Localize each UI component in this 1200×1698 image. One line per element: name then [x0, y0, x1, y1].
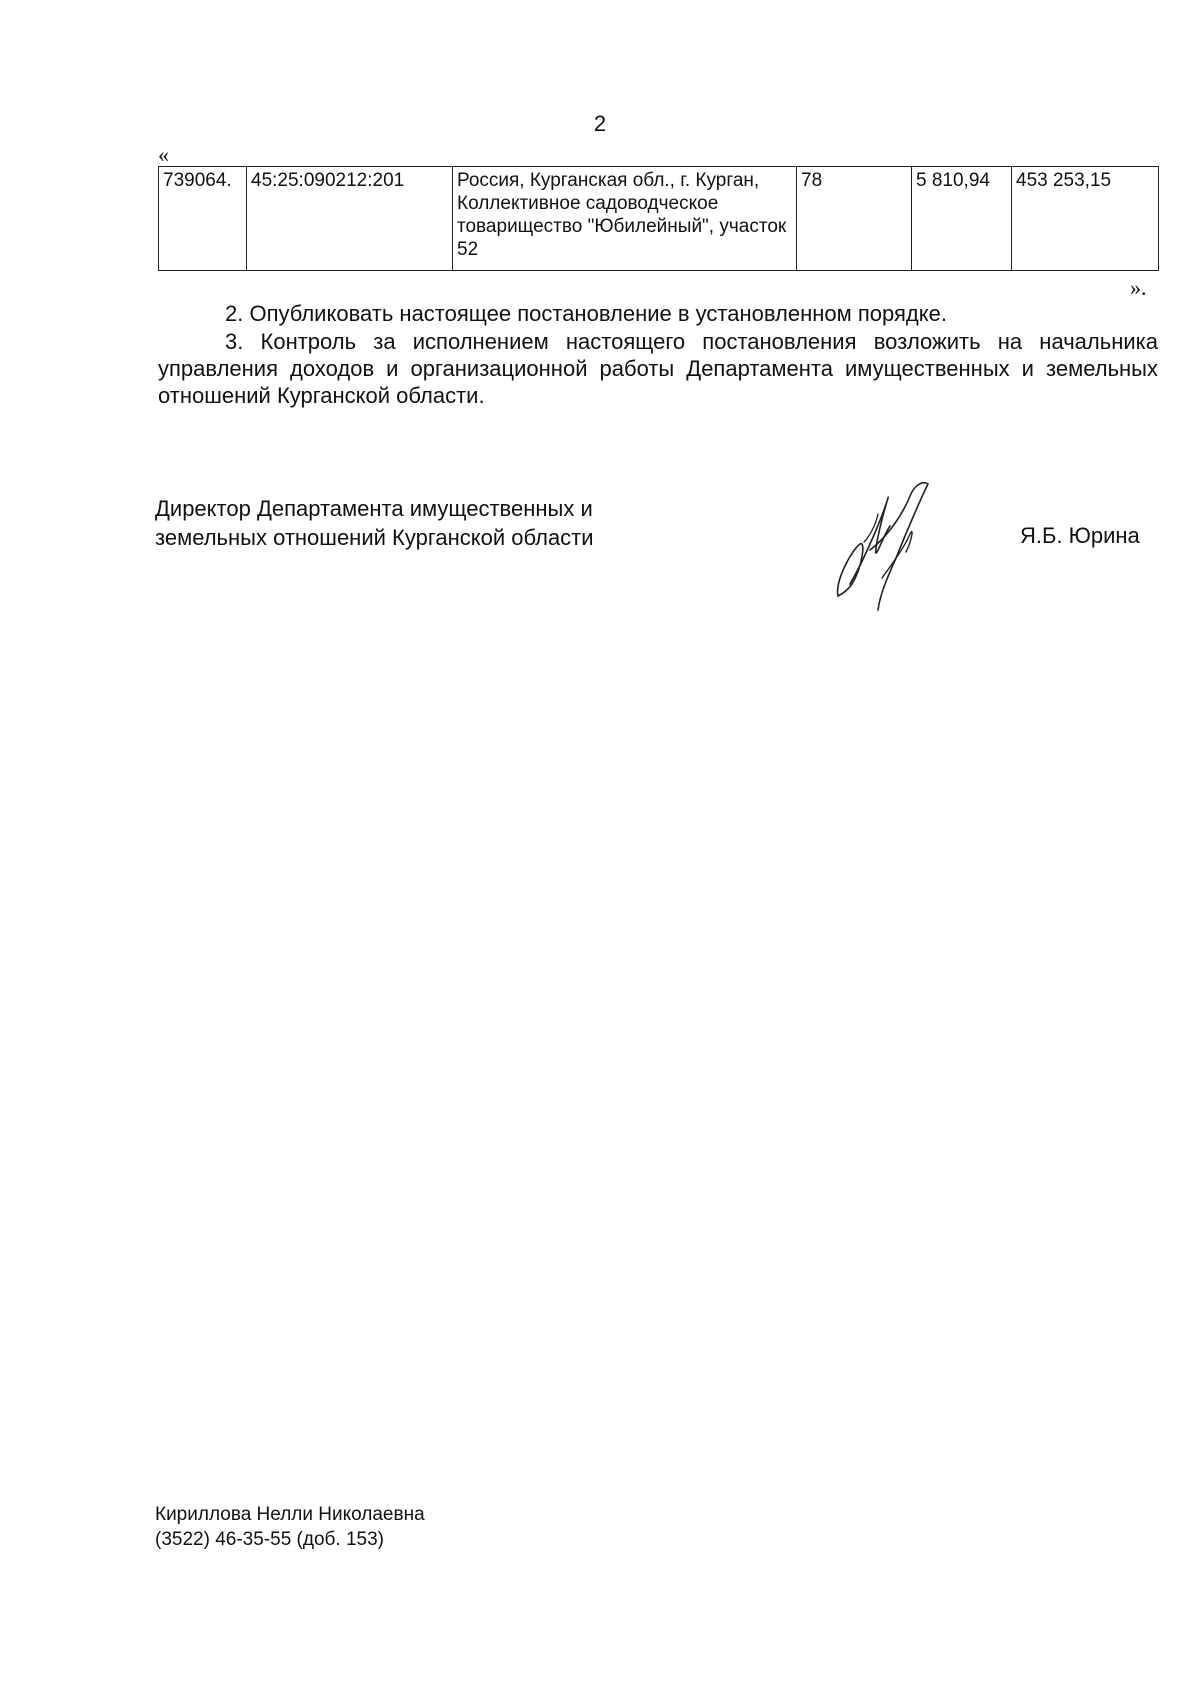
value-3-cell: 453 253,15: [1012, 167, 1159, 271]
closing-quote: ».: [1130, 275, 1147, 300]
page-number: 2: [593, 111, 607, 136]
signer-title: [155, 494, 594, 552]
signer-title-line-1: Директор Департамента имущественных и: [155, 496, 593, 521]
row-number-cell: 739064.: [159, 167, 247, 271]
paragraph-control: 3. Контроль за исполнением настоящего постановления возложить на начальника управления доходов и организационной работы Департамента имущественных и земельных отношений Курганской области.: [158, 329, 1158, 408]
contact-block: [155, 1502, 425, 1552]
contact-phone: (3522) 46-35-55 (доб. 153): [155, 1529, 384, 1550]
address-cell: Россия, Курганская обл., г. Курган, Коллективное садоводческое товарищество "Юбилейный", участок 52: [453, 167, 797, 271]
contact-name: Кириллова Нелли Николаевна: [155, 1504, 425, 1525]
signer-name: Я.Б. Юрина: [1020, 523, 1140, 548]
opening-quote: «: [158, 142, 169, 167]
value-1-cell: 78: [797, 167, 912, 271]
table-row: [159, 167, 1159, 271]
handwritten-signature: [830, 478, 950, 618]
paragraph-publish: 2. Опубликовать настоящее постановление в установленном порядке.: [225, 301, 947, 326]
land-plot-table: [158, 166, 1159, 271]
value-2-cell: 5 810,94: [912, 167, 1012, 271]
signer-title-line-2: земельных отношений Курганской области: [155, 525, 594, 550]
cadastral-number-cell: 45:25:090212:201: [247, 167, 453, 271]
